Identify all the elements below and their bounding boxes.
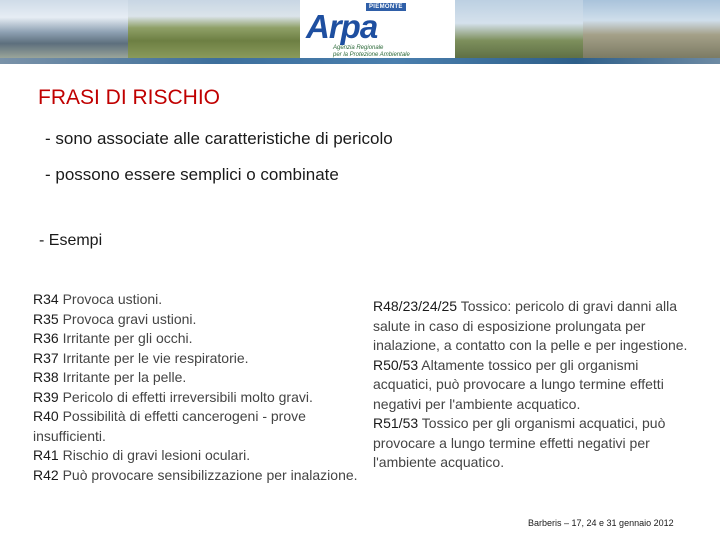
phrase-text: Rischio di gravi lesioni oculari. bbox=[58, 447, 251, 463]
phrase-text: Tossico per gli organismi acquatici, può provocare a lungo termine effetti negativi per l'ambiente acquatico. bbox=[373, 415, 666, 470]
list-item bbox=[33, 446, 368, 466]
phrase-code: R35 bbox=[33, 310, 59, 327]
logo-badge: PIEMONTE bbox=[366, 3, 406, 11]
phrase-text: Altamente tossico per gli organismi acquatici, può provocare a lungo termine effetti negativi per l'ambiente acquatico. bbox=[373, 356, 664, 412]
phrase-code: R36 bbox=[33, 330, 59, 346]
right-phrase-list bbox=[373, 297, 693, 473]
list-item bbox=[33, 329, 368, 349]
list-item bbox=[33, 290, 368, 310]
phrase-text: Può provocare sensibilizzazione per inalazione. bbox=[58, 466, 358, 483]
phrase-text: Provoca gravi ustioni. bbox=[58, 310, 197, 327]
phrase-code: R39 bbox=[33, 388, 59, 405]
intro-line-2: - possono essere semplici o combinate bbox=[45, 165, 339, 184]
castle-photo bbox=[583, 0, 720, 58]
header-stripe bbox=[0, 58, 720, 64]
mountain-photo bbox=[0, 0, 128, 58]
logo-wordmark: Arpa bbox=[306, 8, 378, 45]
list-item bbox=[33, 310, 368, 330]
slide-title: FRASI DI RISCHIO bbox=[38, 86, 221, 109]
landscape-photo bbox=[455, 0, 583, 58]
list-item bbox=[373, 297, 693, 356]
logo-subtitle-2: per la Protezione Ambientale bbox=[333, 52, 410, 58]
phrase-code: R41 bbox=[33, 447, 59, 463]
logo-subtitle-1: Agenzia Regionale bbox=[333, 45, 384, 51]
phrase-code: R37 bbox=[33, 349, 59, 366]
phrase-code: R48/23/24/25 bbox=[373, 298, 458, 314]
phrase-text: Irritante per la pelle. bbox=[58, 369, 187, 385]
intro-line-1: - sono associate alle caratteristiche di pericolo bbox=[45, 129, 393, 148]
phrase-text: Tossico: pericolo di gravi danni alla salute in caso di esposizione prolungata per inalazione, a contatto con la pelle e per ingestione. bbox=[373, 298, 688, 353]
phrase-code: R50/53 bbox=[373, 356, 419, 373]
footer-credit: Barberis – 17, 24 e 31 gennaio 2012 bbox=[528, 518, 674, 528]
phrase-code: R40 bbox=[33, 408, 59, 424]
field-photo bbox=[128, 0, 300, 58]
examples-label: - Esempi bbox=[39, 232, 103, 249]
list-item bbox=[33, 407, 368, 446]
phrase-code: R34 bbox=[33, 291, 59, 307]
left-phrase-list bbox=[33, 290, 368, 485]
phrase-text: Irritante per gli occhi. bbox=[58, 330, 193, 346]
phrase-text: Provoca ustioni. bbox=[58, 291, 163, 307]
phrase-text: Irritante per le vie respiratorie. bbox=[58, 349, 249, 366]
list-item bbox=[373, 414, 693, 473]
list-item bbox=[33, 388, 368, 408]
list-item bbox=[373, 356, 693, 415]
phrase-code: R51/53 bbox=[373, 415, 419, 431]
phrase-code: R38 bbox=[33, 369, 59, 385]
phrase-code: R42 bbox=[33, 466, 59, 483]
list-item bbox=[33, 368, 368, 388]
phrase-text: Possibilità di effetti cancerogeni - prove insufficienti. bbox=[33, 408, 306, 444]
phrase-text: Pericolo di effetti irreversibili molto gravi. bbox=[58, 388, 313, 405]
list-item bbox=[33, 349, 368, 369]
list-item bbox=[33, 466, 368, 486]
